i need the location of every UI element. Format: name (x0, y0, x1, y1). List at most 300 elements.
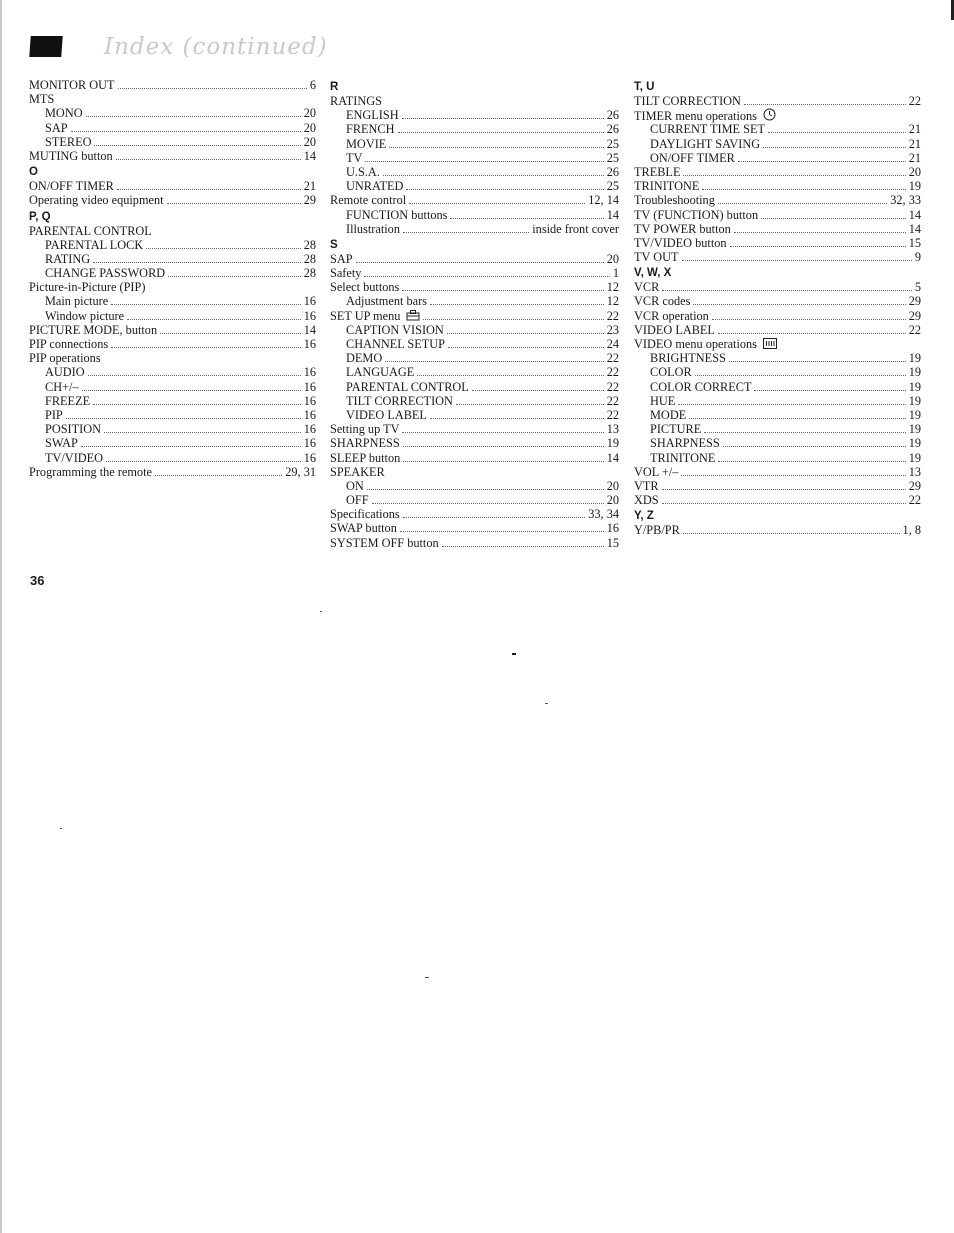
entry-label-text: TV (346, 150, 363, 165)
index-column-2 (330, 78, 619, 550)
index-subentry (330, 151, 619, 165)
entry-label-text: PIP operations (29, 351, 101, 366)
index-subentry (330, 323, 619, 337)
entry-label-text: CH+/– (45, 379, 79, 394)
entry-label (45, 380, 79, 394)
entry-label (346, 108, 399, 122)
index-entry (634, 250, 921, 264)
entry-label (330, 436, 400, 450)
page-reference: 19 (908, 407, 921, 422)
index-entry (29, 224, 316, 238)
entry-label-text: POSITION (45, 422, 102, 437)
print-speck (512, 653, 516, 655)
page-reference: 21 (908, 150, 921, 165)
dot-leader (398, 122, 604, 133)
entry-label-text: CHANNEL SETUP (346, 337, 445, 351)
entry-label-text: SLEEP button (330, 450, 401, 465)
page-reference: 21 (303, 179, 316, 194)
page-reference: 19 (908, 379, 921, 394)
entry-label-text: CAPTION VISION (346, 322, 444, 337)
index-entry (634, 108, 921, 122)
entry-label-text: SHARPNESS (650, 436, 720, 451)
entry-label-text: AUDIO (45, 365, 85, 380)
index-entry (29, 78, 316, 92)
page-reference: 6 (309, 78, 316, 92)
index-entry (330, 252, 619, 266)
dot-leader (82, 380, 301, 391)
entry-label (29, 280, 316, 294)
index-entry (29, 337, 316, 351)
page-reference: 1 (612, 266, 619, 281)
index-subentry (330, 337, 619, 351)
entry-label-text: STEREO (45, 134, 92, 149)
entry-label (634, 280, 659, 294)
dot-leader (389, 137, 603, 148)
entry-label-text: FRENCH (346, 122, 395, 137)
index-subentry (330, 479, 619, 493)
entry-label-text: TRINITONE (634, 179, 700, 194)
dot-leader (662, 479, 906, 490)
index-entry (634, 465, 921, 479)
index-subentry (29, 380, 316, 394)
index-column-3 (634, 78, 921, 537)
entry-label (634, 309, 709, 323)
entry-label (346, 380, 469, 394)
dot-leader (88, 365, 301, 376)
dot-leader (127, 309, 301, 320)
dot-leader (402, 422, 603, 433)
print-speck (60, 828, 62, 829)
entry-label-text: Setting up TV (330, 422, 400, 437)
entry-label-text: COLOR (650, 365, 692, 380)
index-subentry (634, 422, 921, 436)
index-subentry (29, 121, 316, 135)
dot-leader (409, 193, 585, 204)
page-reference: 20 (606, 251, 619, 266)
entry-label (330, 252, 353, 266)
dot-leader (693, 294, 905, 305)
dot-leader (723, 436, 906, 447)
entry-label-text: CHANGE PASSWORD (45, 266, 166, 281)
index-subentry (29, 266, 316, 280)
page-reference: 29 (908, 478, 921, 493)
entry-label-text: SPEAKER (330, 464, 385, 479)
dot-leader (116, 149, 301, 160)
page-reference: 19 (908, 365, 921, 380)
dot-leader (448, 337, 604, 348)
page-edge (0, 0, 2, 1233)
entry-label (346, 394, 453, 408)
index-subentry (29, 436, 316, 450)
entry-label (330, 465, 619, 479)
index-subentry (634, 451, 921, 465)
dot-leader (417, 365, 603, 376)
page-reference: 16 (303, 422, 316, 437)
dot-leader (662, 493, 906, 504)
page-reference: 22 (908, 94, 921, 108)
entry-label-text: Y/PB/PR (634, 523, 680, 538)
entry-label-text: DAYLIGHT SAVING (650, 136, 761, 151)
page-reference: 14 (303, 148, 316, 163)
page-reference: inside front cover (532, 221, 619, 236)
entry-label-text: Main picture (45, 294, 109, 309)
index-subentry (330, 122, 619, 136)
dot-leader (403, 222, 529, 233)
dot-leader (702, 179, 905, 190)
index-entry (634, 479, 921, 493)
entry-label (346, 294, 427, 308)
entry-label (330, 193, 406, 207)
entry-label-text: MONO (45, 106, 83, 121)
entry-label-text: BRIGHTNESS (650, 351, 726, 366)
entry-label-text: PIP (45, 407, 63, 422)
entry-label (650, 151, 735, 165)
entry-label-text: Troubleshooting (634, 193, 715, 208)
dot-leader (442, 536, 604, 547)
entry-label-text: VCR (634, 280, 660, 295)
dot-leader (111, 337, 301, 348)
entry-label-text: PARENTAL CONTROL (29, 223, 152, 238)
page-reference: 19 (908, 393, 921, 408)
entry-label (29, 179, 114, 193)
entry-label (45, 436, 78, 450)
entry-label-text: PARENTAL LOCK (45, 237, 144, 252)
index-entry (634, 309, 921, 323)
entry-label (634, 465, 678, 479)
dot-leader (730, 236, 906, 247)
entry-label (346, 493, 369, 507)
page-reference: 1, 8 (902, 523, 921, 538)
index-entry (29, 179, 316, 193)
index-subentry (634, 436, 921, 450)
dot-leader (718, 323, 906, 334)
dot-leader (447, 323, 604, 334)
index-entry (330, 465, 619, 479)
index-entry (29, 149, 316, 163)
index-subentry (634, 151, 921, 165)
entry-label-text: RATINGS (330, 94, 382, 108)
entry-label (650, 422, 701, 436)
index-subentry (634, 137, 921, 151)
index-entry (330, 436, 619, 450)
entry-label (346, 323, 444, 337)
entry-label-text: TV POWER button (634, 221, 731, 236)
page-reference: 28 (303, 251, 316, 266)
index-entry (634, 523, 921, 537)
page-reference: 26 (606, 164, 619, 179)
entry-label-text: SWAP (45, 436, 78, 451)
entry-label-text: VCR codes (634, 294, 691, 309)
entry-label-text: TV (FUNCTION) button (634, 207, 759, 222)
entry-label (346, 222, 400, 236)
entry-label (330, 536, 439, 550)
dot-leader (678, 394, 905, 405)
page-reference: 20 (908, 164, 921, 179)
entry-label-text: SYSTEM OFF button (330, 535, 439, 550)
entry-label (330, 507, 400, 521)
entry-label-text: MONITOR OUT (29, 78, 115, 92)
index-subentry (330, 351, 619, 365)
dot-leader (146, 238, 301, 249)
dot-leader (402, 108, 604, 119)
dot-leader (385, 351, 603, 362)
entry-label-text: U.S.A. (346, 164, 380, 179)
entry-label (650, 122, 765, 136)
video-menu-icon (763, 338, 777, 352)
dot-leader (712, 309, 906, 320)
dot-leader (681, 465, 905, 476)
entry-label (634, 479, 659, 493)
entry-label-text: MUTING button (29, 148, 113, 163)
dot-leader (403, 507, 586, 518)
page-reference: 22 (606, 365, 619, 380)
dot-leader (71, 121, 301, 132)
entry-label (650, 137, 760, 151)
entry-label (45, 121, 68, 135)
entry-label-text: Safety (330, 266, 362, 281)
entry-label-text: COLOR CORRECT (650, 379, 752, 394)
index-subentry (29, 394, 316, 408)
page-reference: 16 (303, 294, 316, 309)
index-subentry (330, 179, 619, 193)
page-reference: 14 (303, 322, 316, 337)
entry-label-text: TV/VIDEO button (634, 235, 727, 250)
entry-label-text: TILT CORRECTION (346, 393, 453, 408)
index-entry (634, 493, 921, 507)
entry-label-text: VCR operation (634, 308, 709, 323)
dot-leader (450, 208, 603, 219)
index-entry (330, 309, 619, 323)
dot-leader (682, 250, 912, 261)
index-subentry (634, 380, 921, 394)
print-speck (320, 611, 322, 612)
index-entry (29, 351, 316, 365)
dot-leader (104, 422, 301, 433)
entry-label (45, 365, 85, 379)
dot-leader (160, 323, 301, 334)
section-letter-heading: T, U (634, 81, 655, 93)
page-reference: 14 (908, 207, 921, 222)
page-reference: 12, 14 (588, 193, 619, 208)
entry-label-text: Picture-in-Picture (PIP) (29, 280, 146, 295)
entry-label (29, 323, 157, 337)
index-subentry (330, 380, 619, 394)
entry-label-text: LANGUAGE (346, 365, 415, 380)
dot-leader (683, 165, 905, 176)
page-reference: 20 (303, 134, 316, 149)
index-subentry (29, 135, 316, 149)
entry-label-text: FUNCTION buttons (346, 207, 448, 222)
dot-leader (744, 94, 906, 105)
entry-label-text: OFF (346, 493, 369, 508)
page-reference: 26 (606, 122, 619, 137)
entry-label-text: PICTURE (650, 422, 702, 437)
entry-label-text: Select buttons (330, 280, 400, 295)
dot-leader (367, 479, 604, 490)
dot-leader (729, 351, 906, 362)
dot-leader (400, 521, 604, 532)
dot-leader (383, 165, 604, 176)
page-reference: 20 (303, 120, 316, 135)
dot-leader (423, 309, 603, 320)
entry-label (29, 78, 115, 92)
entry-label (634, 323, 715, 337)
dot-leader (768, 122, 906, 133)
header-block (29, 36, 62, 57)
index-entry (330, 422, 619, 436)
index-subentry (634, 351, 921, 365)
entry-label-text: UNRATED (346, 179, 404, 194)
section-letter-heading: P, Q (29, 210, 51, 223)
index-entry (330, 521, 619, 535)
index-subentry (29, 106, 316, 120)
dot-leader (456, 394, 604, 405)
entry-label-text: MOVIE (346, 136, 387, 151)
entry-label-text: TV OUT (634, 250, 679, 265)
entry-label-text: PIP connections (29, 337, 109, 351)
entry-label (634, 94, 741, 108)
entry-label (634, 222, 731, 236)
index-entry (330, 536, 619, 550)
dot-leader (94, 135, 300, 146)
section-letter-heading: R (330, 81, 339, 93)
entry-label (650, 380, 751, 394)
print-speck (425, 977, 429, 978)
dot-leader (93, 252, 301, 263)
entry-label-text: ENGLISH (346, 108, 399, 123)
index-entry (330, 94, 619, 108)
page-reference: 29 (303, 193, 316, 208)
entry-label (634, 294, 690, 308)
entry-label (45, 451, 103, 465)
index-entry (634, 193, 921, 207)
index-subentry (330, 408, 619, 422)
dot-leader (402, 280, 603, 291)
entry-label-text: VOL +/– (634, 464, 679, 479)
entry-label-text: Window picture (45, 308, 125, 323)
dot-leader (403, 436, 604, 447)
entry-label (634, 179, 699, 193)
dot-leader (365, 151, 603, 162)
entry-label-text: ON/OFF TIMER (650, 150, 735, 165)
entry-label-text: ON/OFF TIMER (29, 179, 114, 194)
index-entry (634, 208, 921, 222)
index-subentry (29, 422, 316, 436)
entry-label-text: Operating video equipment (29, 193, 164, 208)
section-letter-heading: Y, Z (634, 510, 654, 523)
index-entry (634, 337, 921, 351)
page-reference: 16 (303, 337, 316, 351)
index-subentry (330, 137, 619, 151)
index-subentry (29, 309, 316, 323)
entry-label (45, 106, 83, 120)
dot-leader (167, 193, 301, 204)
page-reference: 16 (303, 365, 316, 380)
dot-leader (430, 408, 604, 419)
entry-label (650, 365, 692, 379)
index-subentry (29, 408, 316, 422)
index-entry (634, 294, 921, 308)
entry-label-text: SAP (330, 251, 353, 266)
index-entry (634, 165, 921, 179)
page-reference: 16 (303, 308, 316, 323)
dot-leader (689, 408, 905, 419)
dot-leader (168, 266, 301, 277)
entry-label (29, 92, 316, 106)
dot-leader (704, 422, 905, 433)
page-reference: 16 (303, 407, 316, 422)
entry-label (634, 208, 758, 222)
index-subentry (330, 394, 619, 408)
entry-label (45, 294, 108, 308)
page-reference: 26 (606, 108, 619, 123)
entry-label-text: CURRENT TIME SET (650, 122, 766, 137)
index-entry (634, 222, 921, 236)
dot-leader (403, 451, 603, 462)
entry-label-text: MTS (29, 92, 55, 107)
entry-label (346, 165, 380, 179)
entry-label (346, 137, 386, 151)
entry-label-text: MODE (650, 407, 687, 422)
page-reference: 22 (908, 322, 921, 337)
page-reference: 19 (908, 351, 921, 366)
dot-leader (66, 408, 301, 419)
index-entry (29, 193, 316, 207)
page-reference: 19 (908, 450, 921, 465)
dot-leader (734, 222, 906, 233)
page-reference: 22 (606, 407, 619, 422)
page-reference: 29, 31 (285, 464, 316, 479)
index-subentry (634, 122, 921, 136)
page-reference: 25 (606, 136, 619, 151)
entry-label (346, 479, 364, 493)
page-reference: 12 (606, 280, 619, 295)
dot-leader (117, 179, 301, 190)
index-entry (634, 94, 921, 108)
page-reference: 25 (606, 150, 619, 165)
entry-label (650, 408, 686, 422)
entry-label-text: ON (346, 478, 364, 493)
dot-leader (754, 380, 905, 391)
toolbox-icon (406, 310, 420, 324)
dot-leader (155, 465, 282, 476)
entry-label (634, 493, 659, 507)
page-reference: 12 (606, 294, 619, 309)
index-entry (634, 179, 921, 193)
index-subentry (634, 394, 921, 408)
entry-label (45, 309, 124, 323)
entry-label (346, 408, 427, 422)
entry-label (45, 422, 101, 436)
section-letter-heading: S (330, 238, 338, 251)
dot-leader (738, 151, 906, 162)
entry-label (330, 422, 399, 436)
page-reference: 21 (908, 122, 921, 137)
page-reference: 14 (606, 450, 619, 465)
dot-leader (662, 280, 912, 291)
entry-label-text: Adjustment bars (346, 294, 427, 309)
entry-label-text: TIMER menu operations (634, 109, 757, 124)
index-subentry (330, 294, 619, 308)
entry-label-text: DEMO (346, 351, 383, 366)
dot-leader (683, 523, 900, 534)
entry-label (650, 394, 675, 408)
page-reference: 21 (908, 136, 921, 151)
page-reference: 14 (908, 221, 921, 236)
entry-label (29, 193, 164, 207)
page-reference: 15 (908, 235, 921, 250)
dot-leader (430, 294, 604, 305)
